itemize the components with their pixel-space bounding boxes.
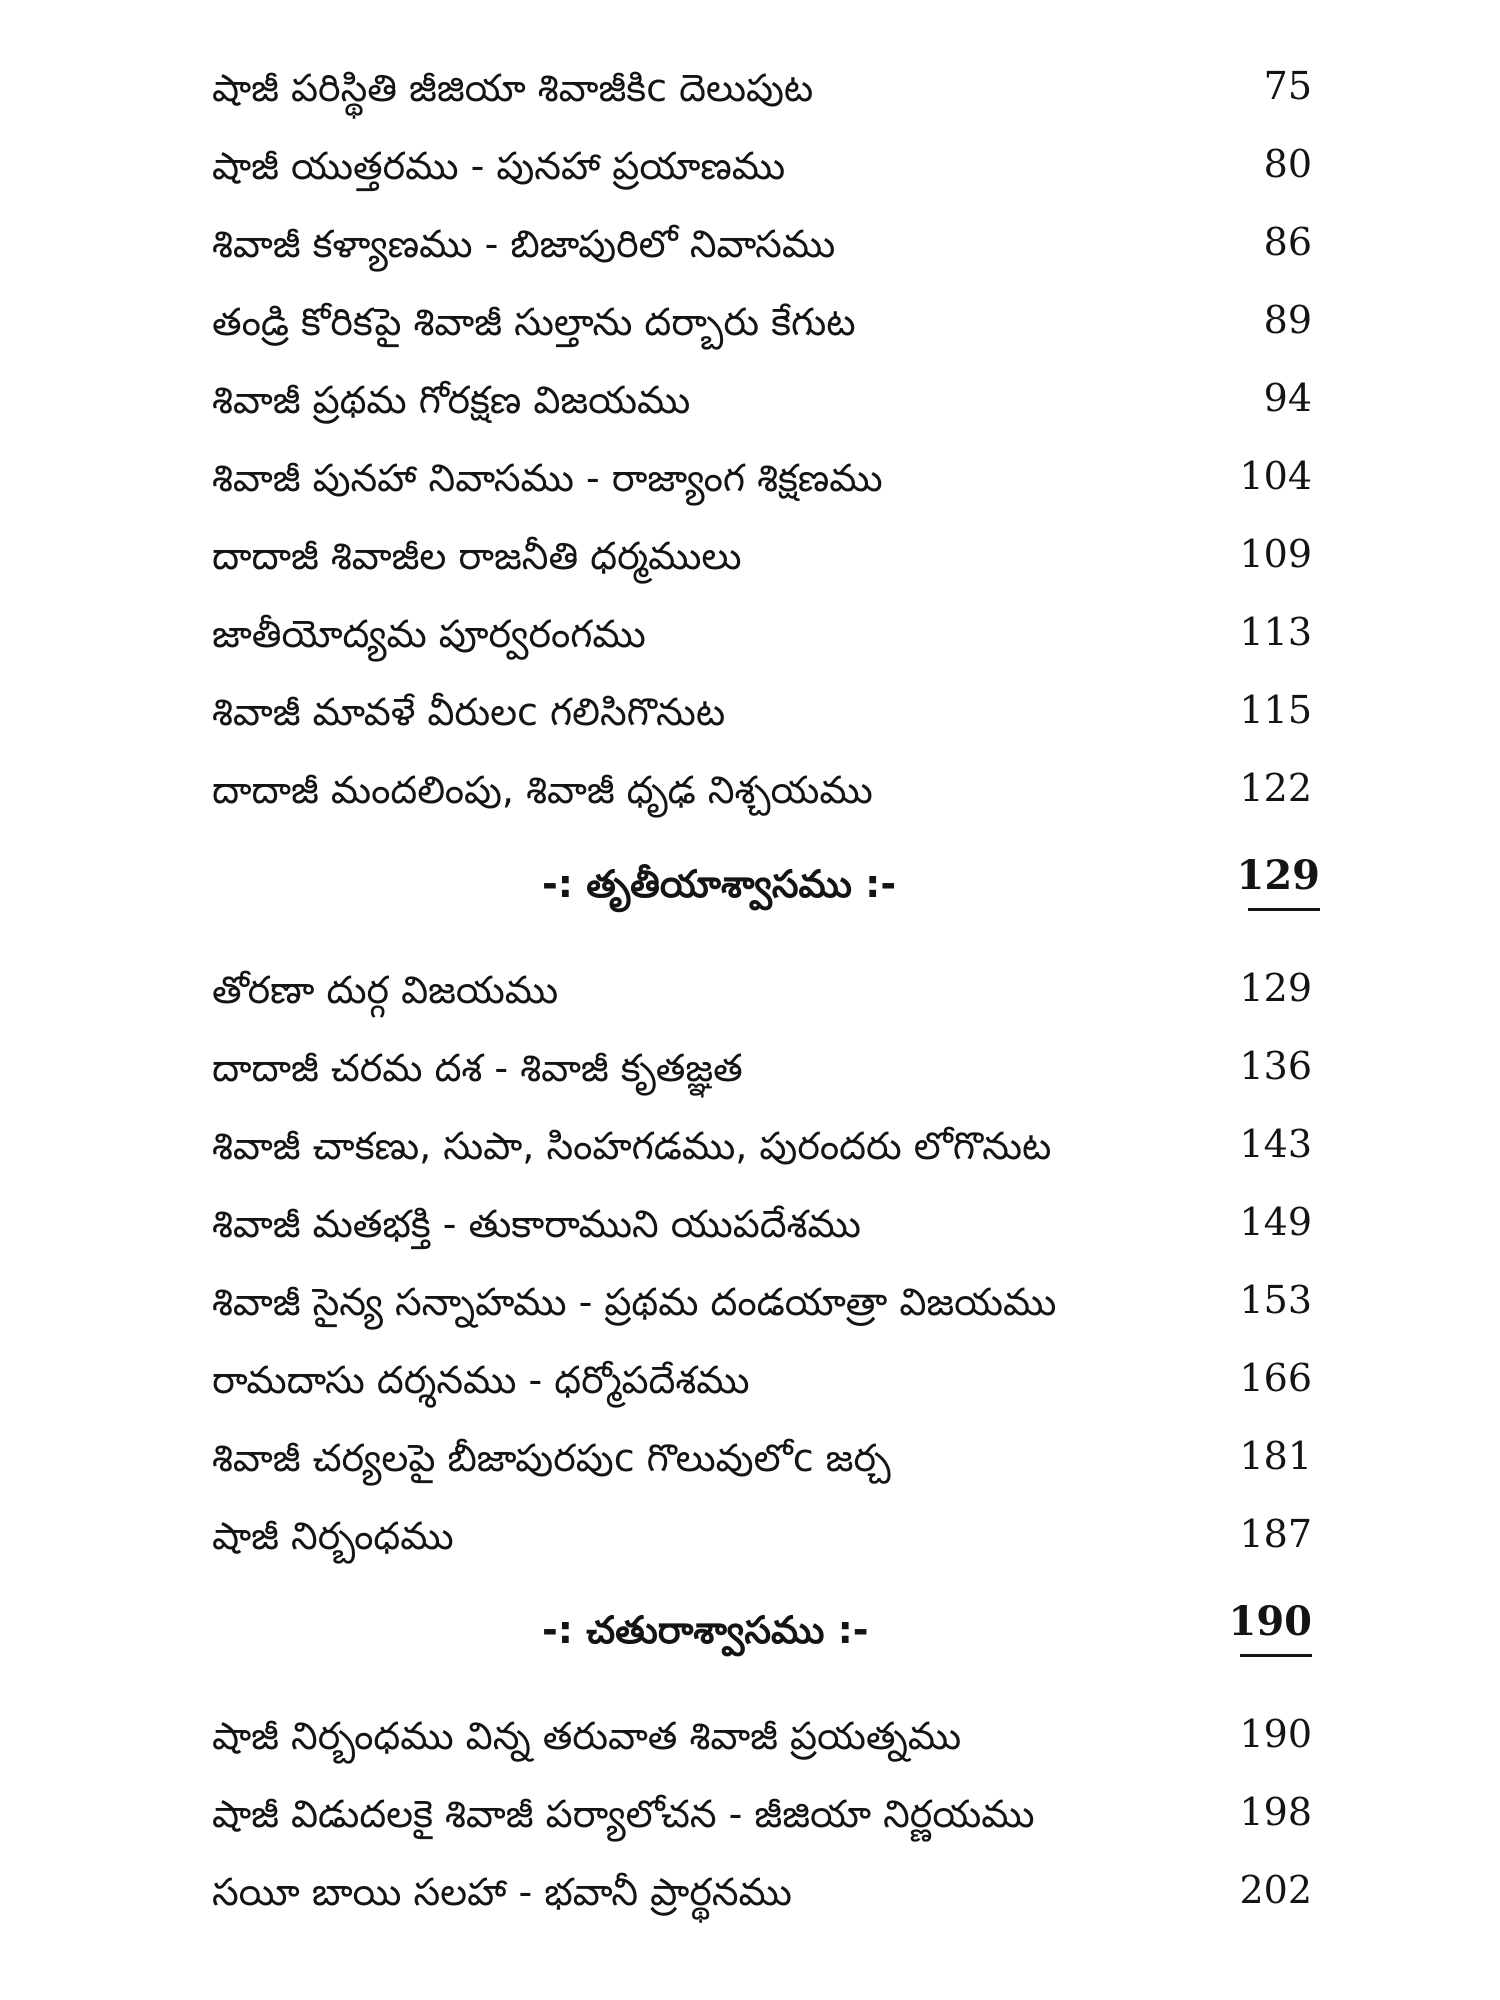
toc-entry-title: దాదాజీ శివాజీల రాజనీతి ధర్మములు [212,534,742,578]
toc-entry-page: 75 [1263,64,1312,108]
toc-entry [212,364,1312,434]
toc-entry-title: తోరణా దుర్గ విజయము [212,968,559,1012]
toc-entry-page: 190 [1239,1712,1312,1756]
toc-entry [212,130,1312,200]
toc-entry [212,520,1312,590]
toc-entry-page: 86 [1263,220,1312,264]
toc-entry [212,52,1312,122]
toc-entry-title: షాజీ యుత్తరము - పునహా ప్రయాణము [212,144,786,188]
toc-entry [212,1700,1312,1770]
section-heading-title: -: తృతీయాశ్వాసము :- [542,862,897,906]
toc-entry-title: జాతీయోద్యమ పూర్వరంగము [212,612,646,656]
toc-entry-page: 122 [1239,766,1312,810]
toc-entry-page: 94 [1263,376,1312,420]
toc-entry-title: దాదాజీ చరమ దశ - శివాజీ కృతజ్ఞత [212,1046,743,1090]
toc-entry-title: రామదాసు దర్శనము - ధర్మోపదేశము [212,1358,750,1402]
toc-entry-title: షాజీ నిర్బంధము [212,1514,454,1558]
toc-entry-page: 136 [1239,1044,1312,1088]
toc-entry-title: శివాజీ కళ్యాణము - బిజాపురిలో నివాసము [212,222,836,266]
toc-entry-page: 113 [1239,610,1312,654]
toc-entry [212,442,1312,512]
toc-entry [212,954,1312,1024]
section-heading-third [212,848,1320,918]
toc-entry [212,1856,1312,1926]
toc-entry [212,754,1312,824]
toc-entry-page: 181 [1239,1434,1312,1478]
toc-entry-page: 104 [1239,454,1312,498]
toc-entry [212,1344,1312,1414]
toc-entry-page: 202 [1239,1868,1312,1912]
toc-entry-title: శివాజీ ప్రథమ గోరక్షణ విజయము [212,378,691,422]
toc-entry-title: శివాజీ మతభక్తి - తుకారాముని యుపదేశము [212,1202,861,1246]
section-heading-underline [1248,908,1320,911]
toc-entry [212,1266,1312,1336]
section-heading-page: 129 [1236,852,1320,899]
toc-entry-page: 149 [1239,1200,1312,1244]
toc-entry [212,598,1312,668]
toc-entry-title: తండ్రి కోరికపై శివాజీ సుల్తాను దర్బారు కేగుట [212,300,856,344]
toc-entry-page: 198 [1239,1790,1312,1834]
toc-entry [212,1032,1312,1102]
section-heading-page: 190 [1228,1598,1312,1645]
toc-entry-title: సయీ బాయి సలహా - భవానీ ప్రార్థనము [212,1870,792,1914]
toc-entry-title: శివాజీ సైన్య సన్నాహము - ప్రథమ దండయాత్రా విజయము [212,1280,1057,1324]
toc-entry-title: షాజీ విడుదలకై శివాజీ పర్యాలోచన - జీజియా నిర్ణయము [212,1792,1035,1836]
toc-entry [212,1110,1312,1180]
toc-entry-page: 80 [1263,142,1312,186]
toc-entry-page: 143 [1239,1122,1312,1166]
section-heading-underline [1240,1654,1312,1657]
toc-entry-title: శివాజీ చాకణు, సుపా, సింహగడము, పురందరు లోగొనుట [212,1124,1052,1168]
toc-entry [212,1500,1312,1570]
toc-entry-page: 115 [1239,688,1312,732]
toc-entry [212,676,1312,746]
section-heading-title: -: చతురాశ్వాసము :- [542,1608,869,1652]
toc-entry [212,286,1312,356]
toc-entry-page: 187 [1239,1512,1312,1556]
toc-entry-title: శివాజీ పునహా నివాసము - రాజ్యాంగ శిక్షణము [212,456,883,500]
toc-entry-title: దాదాజీ మందలింపు, శివాజీ ధృఢ నిశ్చయము [212,768,873,812]
toc-entry [212,208,1312,278]
toc-entry-title: షాజీ నిర్బంధము విన్న తరువాత శివాజీ ప్రయత్నము [212,1714,962,1758]
toc-entry-title: శివాజీ మావళే వీరులc గలిసిగొనుట [212,690,726,734]
section-heading-fourth [212,1594,1312,1664]
toc-entry-page: 129 [1239,966,1312,1010]
toc-entry-page: 153 [1239,1278,1312,1322]
toc-entry [212,1422,1312,1492]
toc-entry [212,1778,1312,1848]
toc-entry-page: 109 [1239,532,1312,576]
toc-entry-page: 166 [1239,1356,1312,1400]
toc-entry [212,1188,1312,1258]
toc-entry-title: షాజీ పరిస్థితి జీజియా శివాజీకిc దెలుపుట [212,66,814,110]
toc-entry-page: 89 [1263,298,1312,342]
toc-entry-title: శివాజీ చర్యలపై బీజాపురపుc గొలువులోc జర్చ [212,1436,891,1480]
